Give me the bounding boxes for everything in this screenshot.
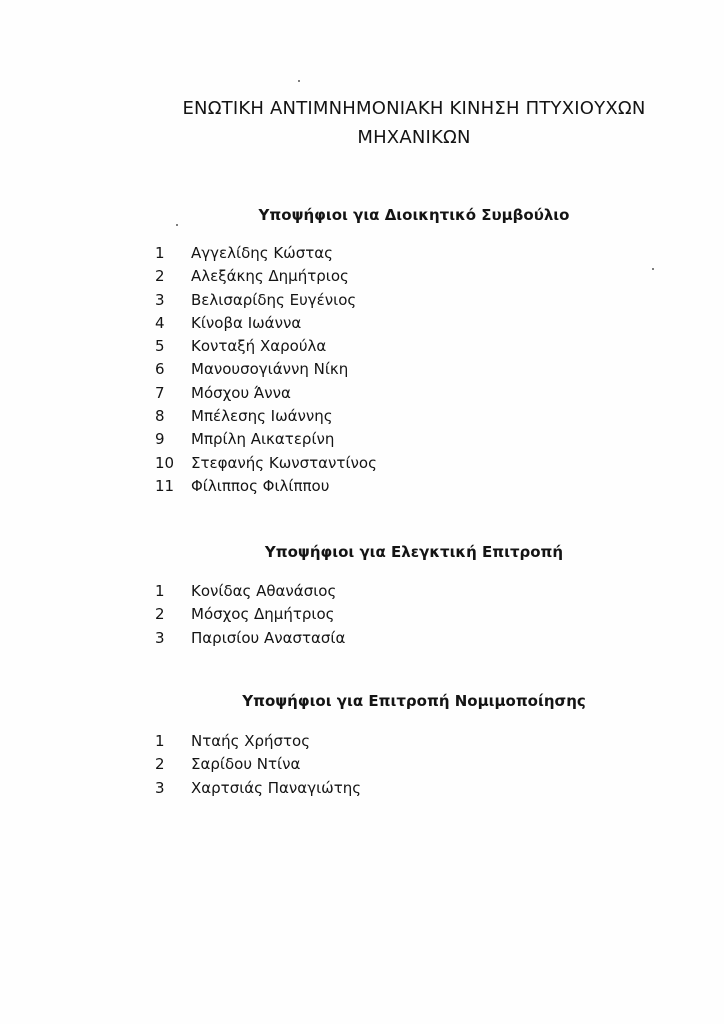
candidate-number: 4 [155, 313, 165, 332]
list-item [155, 312, 377, 335]
candidate-number: 3 [155, 628, 165, 647]
candidate-number: 11 [155, 476, 175, 495]
candidate-name: Αλεξάκης Δημήτριος [191, 267, 349, 286]
candidate-name: Στεφανής Κωνσταντίνος [191, 453, 377, 472]
candidate-number: 10 [155, 453, 175, 472]
document-title-line1: ΕΝΩΤΙΚΗ ΑΝΤΙΜΝΗΜΟΝΙΑΚΗ ΚΙΝΗΣΗ ΠΤΥΧΙΟΥΧΩΝ [182, 98, 646, 119]
list-item [155, 289, 377, 312]
list-item [155, 405, 377, 428]
candidate-name: Φίλιππος Φιλίππου [191, 476, 330, 495]
candidate-number: 7 [155, 383, 165, 402]
candidate-number: 9 [155, 430, 165, 449]
section-heading-validation: Υποψήφιοι για Επιτροπή Νομιμοποίησης [242, 692, 586, 710]
candidate-name: Μανουσογιάννη Νίκη [191, 360, 349, 379]
candidate-number: 3 [155, 290, 165, 309]
list-item [155, 382, 377, 405]
document-title-line2: ΜΗΧΑΝΙΚΩΝ [357, 127, 471, 148]
list-item [155, 730, 361, 753]
list-item [155, 603, 345, 626]
list-item [155, 475, 377, 498]
scan-speck [652, 268, 654, 270]
list-item [155, 452, 377, 475]
list-item [155, 753, 361, 776]
candidate-number: 3 [155, 778, 165, 797]
list-item [155, 580, 345, 603]
section-heading-audit: Υποψήφιοι για Ελεγκτική Επιτροπή [264, 543, 564, 561]
candidate-number: 2 [155, 267, 165, 286]
candidate-name: Αγγελίδης Κώστας [191, 244, 333, 262]
candidate-name: Μπρίλη Αικατερίνη [191, 430, 335, 449]
candidate-name: Μόσχος Δημήτριος [191, 605, 335, 624]
scan-speck [298, 80, 300, 82]
scan-speck [176, 224, 178, 226]
candidate-number: 2 [155, 605, 165, 624]
candidate-number: 5 [155, 337, 165, 356]
list-item [155, 242, 377, 265]
list-item [155, 428, 377, 451]
candidate-list-audit [155, 580, 345, 650]
candidate-number: 1 [155, 732, 165, 750]
candidate-name: Χαρτσιάς Παναγιώτης [191, 778, 362, 797]
list-item [155, 777, 361, 800]
candidate-name: Μόσχου Άννα [191, 383, 291, 402]
list-item [155, 358, 377, 381]
list-item [155, 335, 377, 358]
candidate-name: Νταής Χρήστος [191, 732, 311, 750]
candidate-name: Μπέλεσης Ιωάννης [191, 407, 333, 426]
candidate-number: 2 [155, 755, 165, 774]
candidate-list-board [155, 242, 377, 498]
candidate-number: 6 [155, 360, 165, 379]
candidate-name: Κονταξή Χαρούλα [191, 337, 327, 356]
candidate-name: Βελισαρίδης Ευγένιος [191, 290, 357, 309]
candidate-name: Παρισίου Αναστασία [191, 628, 346, 647]
candidate-number: 1 [155, 582, 165, 600]
section-heading-board: Υποψήφιοι για Διοικητικό Συμβούλιο [258, 206, 570, 224]
candidate-name: Κίνοβα Ιωάννα [191, 313, 302, 332]
candidate-number: 8 [155, 407, 165, 426]
candidate-number: 1 [155, 244, 165, 262]
candidate-list-validation [155, 730, 361, 800]
candidate-name: Κονίδας Αθανάσιος [191, 582, 337, 600]
list-item [155, 627, 345, 650]
candidate-name: Σαρίδου Ντίνα [191, 755, 301, 774]
list-item [155, 265, 377, 288]
